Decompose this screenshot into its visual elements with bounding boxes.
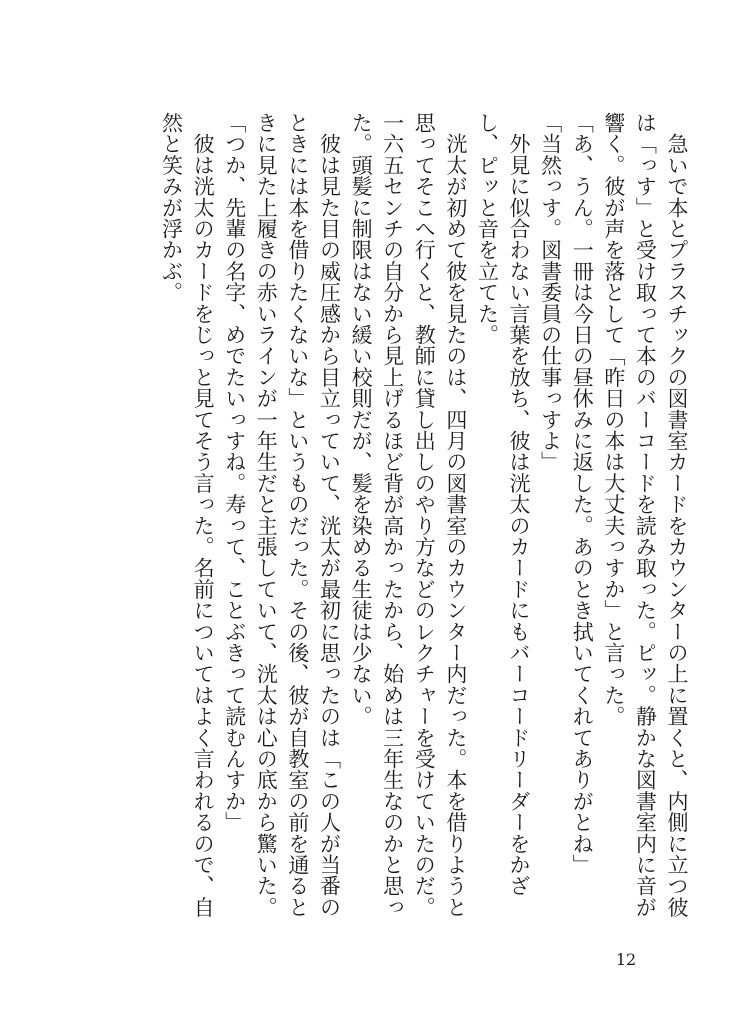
paragraph: 「当然っす。図書委員の仕事っすよ」 [538,112,563,473]
paragraph: 「あ、うん。一冊は今日の昼休みに返した。あのとき拭いてくれてありがとね」 [570,112,595,876]
paragraph: 彼は洸太のカードをじっと見てそう言った。名前についてはよく言われるので、自然と笑みが浮かぶ。 [159,112,216,918]
paragraph: 洸太が初めて彼を見たのは、四月の図書室のカウンター内だった。本を借りようと思ってそこへ行くと、教師に貸し出しのやり方などのレクチャーを受けていたのだ。一六五センチの自分から見上げるほど背が高かったから、始めは三年生なのかと思った。頭髪に制限はない緩い校則だが、髪を染める生徒は少ない。 [349,112,468,918]
page-number: 12 [615,950,637,969]
paragraph: 彼は見た目の威圧感から目立っていて、洸太が最初に思ったのは「この人が当番のときには本を借りたくないな」というものだった。その後、彼が自教室の前を通るときに見た上履きの赤いラインが一年生だと主張していて、洸太は心の底から驚いた。 [254,112,342,918]
paragraph: 「つか、先輩の名字、めでたいっすね。寿って、ことぶきって読むんすか」 [222,112,247,833]
paragraph: 急いで本とプラスチックの図書室カードをカウンターの上に置くと、内側に立つ彼は「っす」と受け取って本のバーコードを読み取った。ピッ。静かな図書室内に音が響く。彼が声を落として「昨日の本は大丈夫っすか」と言った。 [601,112,689,918]
vertical-text-body [112,112,692,928]
paragraph: 外見に似合わない言葉を放ち、彼は洸太のカードにもバーコードリーダーをかざし、ピッと音を立てた。 [475,112,532,897]
